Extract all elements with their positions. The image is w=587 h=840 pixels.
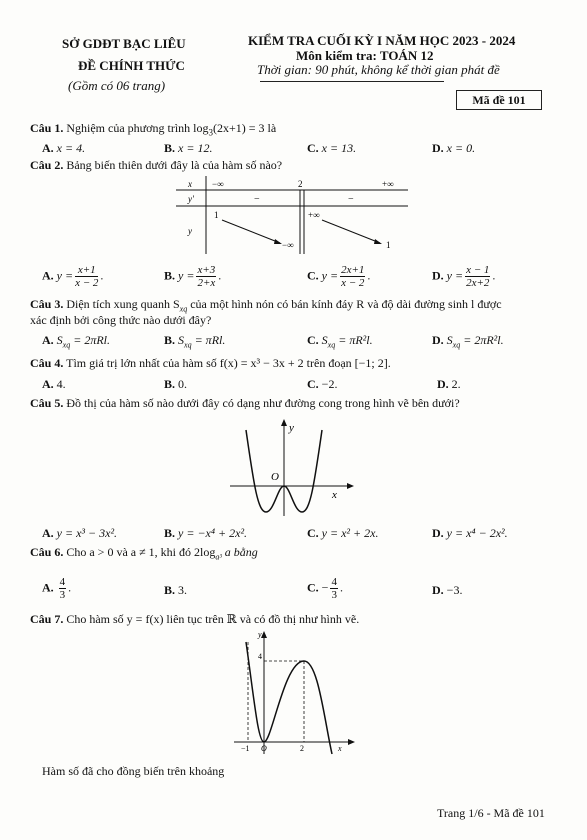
question-6-text: Cho a > 0 và a ≠ 1, khi đó 2log <box>66 545 216 559</box>
option-label: C. <box>307 333 319 347</box>
q2-option-b[interactable]: B. y = $\frac{x+3}{2+x}$ . <box>164 264 222 289</box>
q3-option-d[interactable]: D. $S_{xq} = 2\pi R^2l$. <box>432 333 504 350</box>
label-two: 2 <box>300 744 304 753</box>
option-fraction: $\frac{x+3}{2+x}$ <box>197 264 216 289</box>
option-label: B. <box>164 526 176 540</box>
q3-option-a[interactable]: A. $S_{xq} = 2\pi Rl$. <box>42 333 111 350</box>
q1-option-b[interactable] <box>164 141 212 156</box>
option-label: D. <box>432 526 444 540</box>
question-6-label: Câu 6. <box>30 545 64 559</box>
option-label: B. <box>164 268 176 283</box>
header-rule <box>260 81 444 82</box>
table-pos-inf: +∞ <box>382 179 394 189</box>
option-text: x = 13. <box>321 141 357 155</box>
option-label: A. <box>42 580 54 595</box>
q5-graph <box>228 416 356 518</box>
table-two: 2 <box>298 179 303 189</box>
official-label: ĐỀ CHÍNH THỨC <box>78 58 185 73</box>
q6-option-d[interactable] <box>432 583 462 598</box>
question-3 <box>30 297 502 313</box>
question-7-label: Câu 7. <box>30 612 64 626</box>
question-1-log-base: 3 <box>208 127 214 138</box>
option-text: y = x⁴ − 2x². <box>446 526 508 540</box>
exam-code-box: Mã đề 101 <box>456 90 542 110</box>
question-2-label: Câu 2. <box>30 158 64 172</box>
question-5-label: Câu 5. <box>30 396 64 410</box>
origin-label: O <box>261 744 267 753</box>
q5-option-d[interactable] <box>432 526 508 541</box>
question-2 <box>30 158 282 173</box>
question-7-text: Cho hàm số y = f(x) liên tục trên ℝ và có đồ thị như hình vẽ. <box>66 612 360 626</box>
table-yp-label: y' <box>188 194 194 204</box>
x-axis-arrow <box>347 483 354 489</box>
q1-option-c[interactable] <box>307 141 356 156</box>
option-text: y = x³ − 3x². <box>56 526 118 540</box>
q4-option-d[interactable] <box>437 377 461 392</box>
table-y-plus-inf: +∞ <box>308 210 320 220</box>
option-text: = 2πR²l. <box>463 333 504 347</box>
option-text: = πR²l. <box>338 333 373 347</box>
option-text: 4. <box>56 377 66 391</box>
y-axis-arrow <box>281 419 287 426</box>
y-axis-label: y <box>258 630 262 639</box>
option-label: B. <box>164 377 176 391</box>
option-label: B. <box>164 583 176 597</box>
question-6-base: a³ <box>215 552 222 562</box>
q2-option-a[interactable]: A. y = $\frac{x+1}{x - 2}$ . <box>42 264 104 289</box>
q7-graph <box>228 628 358 756</box>
option-label: A. <box>42 377 54 391</box>
option-label: D. <box>432 333 444 347</box>
question-1-text-rest: (2x+1) = 3 là <box>213 121 277 135</box>
option-label: B. <box>164 141 176 155</box>
option-label: D. <box>437 377 449 391</box>
option-text: = 2πRl. <box>73 333 111 347</box>
option-text: 0. <box>178 377 188 391</box>
table-x-label: x <box>188 179 192 189</box>
table-y-end: 1 <box>386 240 391 250</box>
question-6-text-rest: a bằng <box>221 545 258 559</box>
question-3-label: Câu 3. <box>30 297 64 311</box>
option-label: C. <box>307 141 319 155</box>
exam-title: KIỂM TRA CUỐI KỲ I NĂM HỌC 2023 - 2024 <box>248 33 516 48</box>
y-axis-label: y <box>289 422 294 434</box>
question-2-text: Bảng biến thiên dưới đây là của hàm số nào? <box>66 158 283 172</box>
option-label: A. <box>42 268 54 283</box>
question-5 <box>30 396 460 411</box>
option-label: B. <box>164 333 176 347</box>
q4-option-a[interactable] <box>42 377 66 392</box>
question-5-text: Đồ thị của hàm số nào dưới đây có dạng như đường cong trong hình vẽ bên dưới? <box>66 396 460 410</box>
table-sign-right: − <box>348 194 354 205</box>
y-axis-arrow <box>261 631 267 638</box>
option-fraction: $\frac{2x+1}{x - 2}$ <box>341 264 365 289</box>
question-3-line2: xác định bởi công thức nào dưới đây? <box>30 313 212 327</box>
option-text: x = 0. <box>446 141 476 155</box>
option-prefix: y = <box>178 268 195 283</box>
option-text: 2. <box>451 377 461 391</box>
option-label: D. <box>432 583 444 597</box>
q5-option-c[interactable] <box>307 526 378 541</box>
arrowhead-right <box>374 239 382 244</box>
q5-option-b[interactable] <box>164 526 247 541</box>
origin-label: O <box>271 471 279 483</box>
question-1 <box>30 121 276 137</box>
option-sign: − <box>321 580 329 595</box>
arrow-decrease-left <box>222 220 280 243</box>
question-3-text2: của một hình nón có bán kính đáy R và độ dài đường sinh l được <box>187 297 502 311</box>
option-text: = πRl. <box>194 333 226 347</box>
option-label: A. <box>42 526 54 540</box>
question-4-label: Câu 4. <box>30 356 64 370</box>
option-label: A. <box>42 333 54 347</box>
option-label: C. <box>307 526 319 540</box>
department-name: SỞ GDĐT BẠC LIÊU <box>62 36 186 51</box>
x-axis-arrow <box>348 739 355 745</box>
option-fraction: $\frac{x - 1}{2x+2}$ <box>466 264 490 289</box>
q1-option-a[interactable] <box>42 141 85 156</box>
option-prefix: y = <box>321 268 339 283</box>
question-7-tail: Hàm số đã cho đồng biến trên khoảng <box>42 764 225 778</box>
q2-option-d[interactable]: D. y = $\frac{x - 1}{2x+2}$ . <box>432 264 496 289</box>
option-label: A. <box>42 141 54 155</box>
q4-option-b[interactable] <box>164 377 187 392</box>
option-text: x = 12. <box>178 141 213 155</box>
q1-option-d[interactable] <box>432 141 475 156</box>
option-fraction: $\frac{x+1}{x - 2}$ <box>75 264 99 289</box>
q4-option-c[interactable] <box>307 377 337 392</box>
question-3-sub: xq <box>179 304 188 314</box>
question-7 <box>30 612 359 627</box>
q6-option-c[interactable]: C. − $\frac{4}{3}$ . <box>307 576 343 601</box>
q3-option-b[interactable]: B. $S_{xq} = \pi Rl$. <box>164 333 226 350</box>
q6-option-b[interactable] <box>164 583 187 598</box>
option-text: 3. <box>178 583 188 597</box>
option-prefix: y = <box>446 268 464 283</box>
x-axis-label: x <box>338 744 342 753</box>
option-text: −3. <box>446 583 463 597</box>
table-y-label: y <box>188 226 192 236</box>
option-text: y = −x⁴ + 2x². <box>178 526 248 540</box>
option-label: C. <box>307 268 319 283</box>
x-axis-label: x <box>332 489 337 501</box>
table-sign-left: − <box>254 194 260 205</box>
option-label: C. <box>307 580 319 595</box>
q6-option-a[interactable]: A. $\frac{4}{3}$ . <box>42 576 72 601</box>
option-text: −2. <box>321 377 338 391</box>
page-footer: Trang 1/6 - Mã đề 101 <box>437 806 545 820</box>
option-text: y = x² + 2x. <box>321 526 379 540</box>
question-1-label: Câu 1. <box>30 121 64 135</box>
arrowhead-left <box>274 239 282 244</box>
question-6 <box>30 545 258 561</box>
question-4-text: Tìm giá trị lớn nhất của hàm số f(x) = x³ − 3x + 2 trên đoạn [−1; 2]. <box>66 356 391 370</box>
table-y-start: 1 <box>214 210 219 220</box>
pages-note: (Gồm có 06 trang) <box>68 78 166 93</box>
exam-subject: Môn kiểm tra: TOÁN 12 <box>296 48 434 63</box>
label-minus-one: −1 <box>241 744 250 753</box>
option-fraction: $\frac{4}{3}$ <box>59 576 66 601</box>
q2-option-c[interactable]: C. y = $\frac{2x+1}{x - 2}$ . <box>307 264 371 289</box>
table-neg-inf: −∞ <box>212 179 224 189</box>
question-4 <box>30 356 391 371</box>
option-text: x = 4. <box>56 141 86 155</box>
option-prefix: y = <box>56 268 74 283</box>
option-label: C. <box>307 377 319 391</box>
variation-table <box>176 176 408 254</box>
q5-option-a[interactable] <box>42 526 117 541</box>
arrow-decrease-right <box>322 220 380 243</box>
option-label: D. <box>432 141 444 155</box>
table-y-minus-inf: −∞ <box>282 240 294 250</box>
option-label: D. <box>432 268 444 283</box>
option-fraction: $\frac{4}{3}$ <box>331 576 337 601</box>
exam-time: Thời gian: 90 phút, không kể thời gian phát đề <box>257 62 500 77</box>
q3-option-c[interactable]: C. $S_{xq} = \pi R^2l$. <box>307 333 373 350</box>
label-four: 4 <box>258 652 262 661</box>
question-3-text: Diện tích xung quanh S <box>66 297 180 311</box>
question-1-text: Nghiệm của phương trình log <box>66 121 209 135</box>
